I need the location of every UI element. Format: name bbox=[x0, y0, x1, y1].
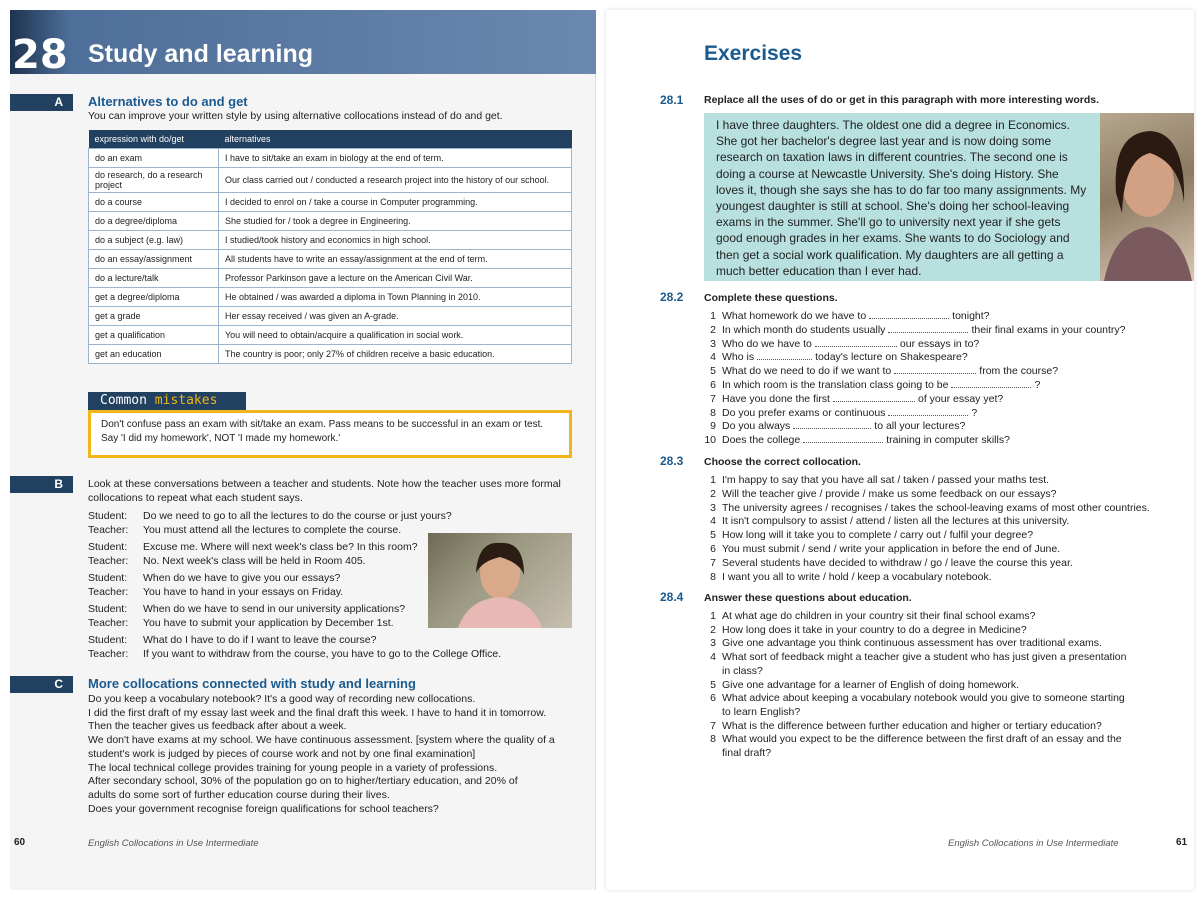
question-item bbox=[704, 365, 1058, 377]
question-text: What advice about keeping a vocabulary notebook would you give to someone starting bbox=[722, 692, 1125, 705]
section-c-line: Do you keep a vocabulary notebook? It's a good way of recording new collocations. bbox=[88, 693, 476, 705]
question-item bbox=[704, 720, 1102, 732]
dialogue-text: Excuse me. Where will next week's class be? In this room? bbox=[143, 541, 418, 553]
dialogue-line bbox=[88, 572, 340, 584]
question-item bbox=[704, 488, 1056, 500]
question-number: 5 bbox=[710, 529, 716, 542]
question-number: 2 bbox=[710, 623, 716, 636]
question-number: 1 bbox=[710, 310, 716, 322]
question-text: ? bbox=[1034, 379, 1041, 391]
question-number: 5 bbox=[710, 678, 716, 691]
question-item bbox=[704, 679, 1019, 691]
unit-number: 28 bbox=[12, 32, 68, 78]
question-number: 1 bbox=[710, 474, 716, 486]
table-row bbox=[89, 325, 572, 344]
question-item bbox=[704, 529, 1033, 541]
speaker: Teacher: bbox=[88, 524, 129, 536]
table-row bbox=[89, 344, 572, 363]
section-a-heading: Alternatives to do and get bbox=[88, 94, 248, 109]
table-cell: get a grade bbox=[89, 306, 219, 325]
table-header: expression with do/get bbox=[89, 130, 219, 148]
answer-gap bbox=[793, 420, 871, 429]
table-row bbox=[89, 306, 572, 325]
question-text: Who do we have to bbox=[722, 337, 812, 350]
question-item bbox=[704, 692, 1125, 704]
section-c-line: We don't have exams at my school. We have continuous assessment. [system where the quality of a bbox=[88, 734, 555, 747]
question-number: 8 bbox=[710, 570, 716, 583]
dialogue-text: When do we have to send in our university applications? bbox=[143, 603, 406, 615]
question-text: Does the college bbox=[722, 434, 801, 447]
answer-gap bbox=[951, 379, 1031, 388]
question-text: Do you always bbox=[722, 420, 791, 433]
section-c-line: Then the teacher gives us feedback after about a week. bbox=[88, 720, 347, 733]
section-c-line: After secondary school, 30% of the population go on to higher/tertiary education, and 20% of bbox=[88, 775, 518, 788]
question-item bbox=[704, 624, 1027, 636]
dialogue-text: When do we have to give you our essays? bbox=[143, 572, 341, 584]
answer-gap bbox=[894, 365, 976, 374]
table-row bbox=[89, 230, 572, 249]
table-cell: He obtained / was awarded a diploma in Town Planning in 2010. bbox=[219, 287, 572, 306]
section-b-intro: Look at these conversations between a teacher and students. Note how the teacher uses more formal collocations to repeat what each student says. bbox=[88, 478, 561, 504]
question-text: How long will it take you to complete / carry out / fulfil your degree? bbox=[722, 529, 1034, 542]
question-item bbox=[704, 474, 1049, 486]
question-text: ? bbox=[971, 406, 978, 419]
unit-header-bar bbox=[10, 10, 596, 78]
exercise-instruction: Choose the correct collocation. bbox=[704, 456, 861, 468]
common-mistakes-label: Common mistakes bbox=[88, 392, 246, 410]
question-text: What is the difference between further education and higher or tertiary education? bbox=[722, 719, 1102, 732]
speaker: Teacher: bbox=[88, 555, 129, 567]
question-text: to learn English? bbox=[722, 705, 801, 718]
question-number: 2 bbox=[710, 487, 716, 500]
table-header: alternatives bbox=[219, 130, 572, 148]
question-text: Who is bbox=[722, 351, 755, 364]
table-cell: She studied for / took a degree in Engineering. bbox=[219, 211, 572, 230]
exercise-paragraph-box: I have three daughters. The oldest one did a degree in Economics. She got her bachelor's degree last year and is now doing some research on taxation laws in different countries. The second one is doing a course at Newcastle University. She's doing History. She loves it, though she says she has to do far too many assignments. My youngest daughter is still at school. She's doing her school-leaving exams in the summer. She'll go to university next year if she gets good enough grades in her exams. She wants to do Sociology and then get a social work qualification. My daughters are all getting a much better education than I ever had. bbox=[704, 113, 1100, 281]
table-row bbox=[89, 148, 572, 167]
table-row bbox=[89, 287, 572, 306]
table-row bbox=[89, 211, 572, 230]
table-cell: I decided to enrol on / take a course in Computer programming. bbox=[219, 192, 572, 211]
answer-gap bbox=[888, 407, 968, 416]
book-footer: English Collocations in Use Intermediate bbox=[88, 838, 259, 849]
dialogue-line bbox=[88, 555, 366, 567]
question-number: 3 bbox=[710, 637, 716, 650]
question-item bbox=[704, 420, 965, 432]
speaker: Teacher: bbox=[88, 586, 129, 598]
question-number: 6 bbox=[710, 379, 716, 391]
question-text: training in computer skills? bbox=[886, 434, 1010, 447]
question-text: final draft? bbox=[722, 747, 772, 759]
question-text: today's lecture on Shakespeare? bbox=[815, 351, 968, 364]
question-text: Do you prefer exams or continuous bbox=[722, 406, 886, 419]
question-number: 4 bbox=[710, 351, 716, 364]
question-item bbox=[704, 324, 1126, 336]
question-item bbox=[704, 502, 1150, 514]
section-a-intro: You can improve your written style by using alternative collocations instead of do and get. bbox=[88, 110, 503, 122]
dialogue-text: Do we need to go to all the lectures to do the course or just yours? bbox=[143, 510, 452, 522]
question-text: At what age do children in your country sit their final school exams? bbox=[722, 610, 1036, 622]
question-text: our essays in to? bbox=[899, 337, 980, 350]
question-text: You must submit / send / write your application in before the end of June. bbox=[722, 543, 1061, 555]
question-text: their final exams in your country? bbox=[971, 323, 1126, 336]
dialogue-line bbox=[88, 648, 501, 660]
question-item bbox=[704, 571, 992, 583]
question-number: 2 bbox=[710, 323, 716, 336]
question-item bbox=[704, 434, 1010, 446]
dialogue-line bbox=[88, 617, 394, 629]
question-item bbox=[704, 557, 1073, 569]
table-cell: do a degree/diploma bbox=[89, 211, 219, 230]
right-page bbox=[606, 10, 1194, 890]
section-b-marker: B bbox=[10, 476, 73, 493]
speaker: Teacher: bbox=[88, 648, 129, 660]
table-cell: The country is poor; only 27% of children receive a basic education. bbox=[219, 344, 572, 363]
question-text: In which month do students usually bbox=[722, 323, 886, 336]
section-a-marker: A bbox=[10, 94, 73, 111]
page-number: 61 bbox=[1176, 837, 1188, 848]
question-item bbox=[704, 747, 771, 759]
table-cell: I have to sit/take an exam in biology at the end of term. bbox=[219, 148, 572, 167]
speaker: Student: bbox=[88, 541, 128, 553]
question-item bbox=[704, 351, 968, 363]
question-text: It isn't compulsory to assist / attend / listen all the lectures at this university. bbox=[722, 515, 1070, 528]
section-c-heading: More collocations connected with study and learning bbox=[88, 676, 416, 691]
question-text: How long does it take in your country to do a degree in Medicine? bbox=[722, 623, 1027, 636]
question-item bbox=[704, 665, 763, 677]
exercise-instruction: Complete these questions. bbox=[704, 292, 838, 304]
table-cell: I studied/took history and economics in high school. bbox=[219, 230, 572, 249]
question-number: 10 bbox=[704, 434, 716, 447]
answer-gap bbox=[869, 310, 949, 319]
question-item bbox=[704, 515, 1069, 527]
question-item bbox=[704, 310, 990, 322]
question-text: in class? bbox=[722, 664, 763, 677]
question-text: I want you all to write / hold / keep a vocabulary notebook. bbox=[722, 570, 992, 583]
question-text: from the course? bbox=[979, 365, 1059, 378]
table-cell: do a lecture/talk bbox=[89, 268, 219, 287]
common-mistakes-line: Say 'I did my homework', NOT 'I made my homework.' bbox=[101, 433, 341, 444]
question-item bbox=[704, 338, 979, 350]
dialogue-text: You have to submit your application by December 1st. bbox=[143, 617, 394, 629]
speaker: Student: bbox=[88, 510, 128, 522]
dialogue-text: You have to hand in your essays on Friday. bbox=[143, 586, 344, 598]
dialogue-line bbox=[88, 586, 343, 598]
table-cell: do a subject (e.g. law) bbox=[89, 230, 219, 249]
table-row bbox=[89, 268, 572, 287]
section-c-line: I did the first draft of my essay last week and the final draft this week. I have to hand it in tomorrow. bbox=[88, 706, 547, 719]
question-number: 8 bbox=[710, 406, 716, 419]
book-footer: English Collocations in Use Intermediate bbox=[948, 838, 1119, 849]
question-text: What would you expect to be the difference between the first draft of an essay and the bbox=[722, 733, 1122, 746]
section-c-marker: C bbox=[10, 676, 73, 693]
question-text: What homework do we have to bbox=[722, 310, 867, 322]
dialogue-text: You must attend all the lectures to complete the course. bbox=[143, 524, 402, 536]
dialogue-line bbox=[88, 634, 376, 646]
table-cell: All students have to write an essay/assignment at the end of term. bbox=[219, 249, 572, 268]
exercises-title: Exercises bbox=[704, 42, 803, 65]
section-c-line: adults do some sort of further education course during their lives. bbox=[88, 788, 390, 801]
table-cell: do research, do a research project bbox=[89, 167, 219, 192]
question-number: 4 bbox=[710, 651, 716, 664]
exercise-instruction: Answer these questions about education. bbox=[704, 592, 912, 604]
collocation-table bbox=[88, 130, 572, 364]
question-number: 8 bbox=[710, 733, 716, 746]
exercise-number: 28.4 bbox=[660, 590, 684, 604]
table-cell: get a degree/diploma bbox=[89, 287, 219, 306]
dialogue-text: No. Next week's class will be held in Room 405. bbox=[143, 555, 366, 567]
section-c-line: Does your government recognise foreign qualifications for school teachers? bbox=[88, 802, 439, 815]
page-number: 60 bbox=[14, 837, 26, 848]
question-number: 6 bbox=[710, 543, 716, 555]
common-mistakes-line: Don't confuse pass an exam with sit/take an exam. Pass means to be successful in an exam or test. bbox=[101, 419, 544, 430]
left-page bbox=[10, 10, 596, 890]
dialogue-line bbox=[88, 603, 405, 615]
question-item bbox=[704, 393, 1003, 405]
table-cell: get an education bbox=[89, 344, 219, 363]
question-text: Will the teacher give / provide / make us some feedback on our essays? bbox=[722, 487, 1057, 500]
exercise-number: 28.1 bbox=[660, 93, 684, 107]
speaker: Student: bbox=[88, 634, 128, 646]
answer-gap bbox=[888, 324, 968, 333]
question-number: 3 bbox=[710, 337, 716, 350]
woman-photo bbox=[1100, 113, 1194, 281]
answer-gap bbox=[833, 393, 915, 402]
exercise-number: 28.2 bbox=[660, 290, 684, 304]
question-text: Give one advantage you think continuous assessment has over traditional exams. bbox=[722, 637, 1102, 650]
table-row bbox=[89, 167, 572, 192]
teacher-photo bbox=[428, 533, 572, 628]
unit-title: Study and learning bbox=[88, 40, 314, 68]
question-number: 7 bbox=[710, 719, 716, 732]
question-text: What sort of feedback might a teacher give a student who has just given a presentation bbox=[722, 651, 1127, 664]
section-c-line: The local technical college provides training for young people in a variety of professions. bbox=[88, 761, 498, 774]
question-number: 9 bbox=[710, 420, 716, 433]
table-cell: do an essay/assignment bbox=[89, 249, 219, 268]
question-text: I'm happy to say that you have all sat / taken / passed your maths test. bbox=[722, 474, 1050, 486]
answer-gap bbox=[757, 351, 812, 360]
table-cell: Her essay received / was given an A-grade. bbox=[219, 306, 572, 325]
table-cell: do an exam bbox=[89, 148, 219, 167]
dialogue-line bbox=[88, 524, 401, 536]
dialogue-line bbox=[88, 510, 452, 522]
question-item bbox=[704, 543, 1060, 555]
question-text: Have you done the first bbox=[722, 392, 830, 405]
question-text: of your essay yet? bbox=[917, 392, 1004, 405]
exercise-instruction: Replace all the uses of do or get in this paragraph with more interesting words. bbox=[704, 94, 1099, 106]
question-item bbox=[704, 637, 1102, 649]
question-number: 6 bbox=[710, 692, 716, 705]
question-text: Give one advantage for a learner of English of doing homework. bbox=[722, 678, 1020, 691]
question-number: 7 bbox=[710, 392, 716, 405]
question-item bbox=[704, 706, 800, 718]
section-c-line: student's work is judged by pieces of course work and not by one final examination] bbox=[88, 747, 476, 760]
question-item bbox=[704, 651, 1127, 663]
question-text: tonight? bbox=[952, 310, 990, 322]
dialogue-line bbox=[88, 541, 418, 553]
question-item bbox=[704, 379, 1040, 391]
speaker: Student: bbox=[88, 603, 128, 615]
dialogue-text: What do I have to do if I want to leave the course? bbox=[143, 634, 377, 646]
answer-gap bbox=[815, 338, 897, 347]
common-mistakes-box bbox=[88, 410, 572, 458]
speaker: Student: bbox=[88, 572, 128, 584]
question-text: What do we need to do if we want to bbox=[722, 365, 892, 378]
table-row bbox=[89, 192, 572, 211]
table-cell: Our class carried out / conducted a research project into the history of our school. bbox=[219, 167, 572, 192]
table-cell: get a qualification bbox=[89, 325, 219, 344]
table-cell: Professor Parkinson gave a lecture on the American Civil War. bbox=[219, 268, 572, 287]
question-item bbox=[704, 407, 977, 419]
question-item bbox=[704, 733, 1122, 745]
question-number: 1 bbox=[710, 610, 716, 622]
question-item bbox=[704, 610, 1035, 622]
question-text: In which room is the translation class going to be bbox=[722, 379, 949, 391]
question-text: The university agrees / recognises / takes the school-leaving exams of most other countries. bbox=[722, 501, 1150, 514]
table-row bbox=[89, 249, 572, 268]
dialogue-text: If you want to withdraw from the course, you have to go to the College Office. bbox=[143, 648, 502, 660]
table-cell: do a course bbox=[89, 192, 219, 211]
question-number: 3 bbox=[710, 501, 716, 514]
question-text: to all your lectures? bbox=[874, 420, 966, 433]
question-number: 4 bbox=[710, 515, 716, 528]
answer-gap bbox=[803, 434, 883, 443]
question-number: 5 bbox=[710, 365, 716, 378]
question-number: 7 bbox=[710, 556, 716, 569]
exercise-number: 28.3 bbox=[660, 454, 684, 468]
question-text: Several students have decided to withdraw / go / leave the course this year. bbox=[722, 556, 1073, 569]
speaker: Teacher: bbox=[88, 617, 129, 629]
table-cell: You will need to obtain/acquire a qualification in social work. bbox=[219, 325, 572, 344]
